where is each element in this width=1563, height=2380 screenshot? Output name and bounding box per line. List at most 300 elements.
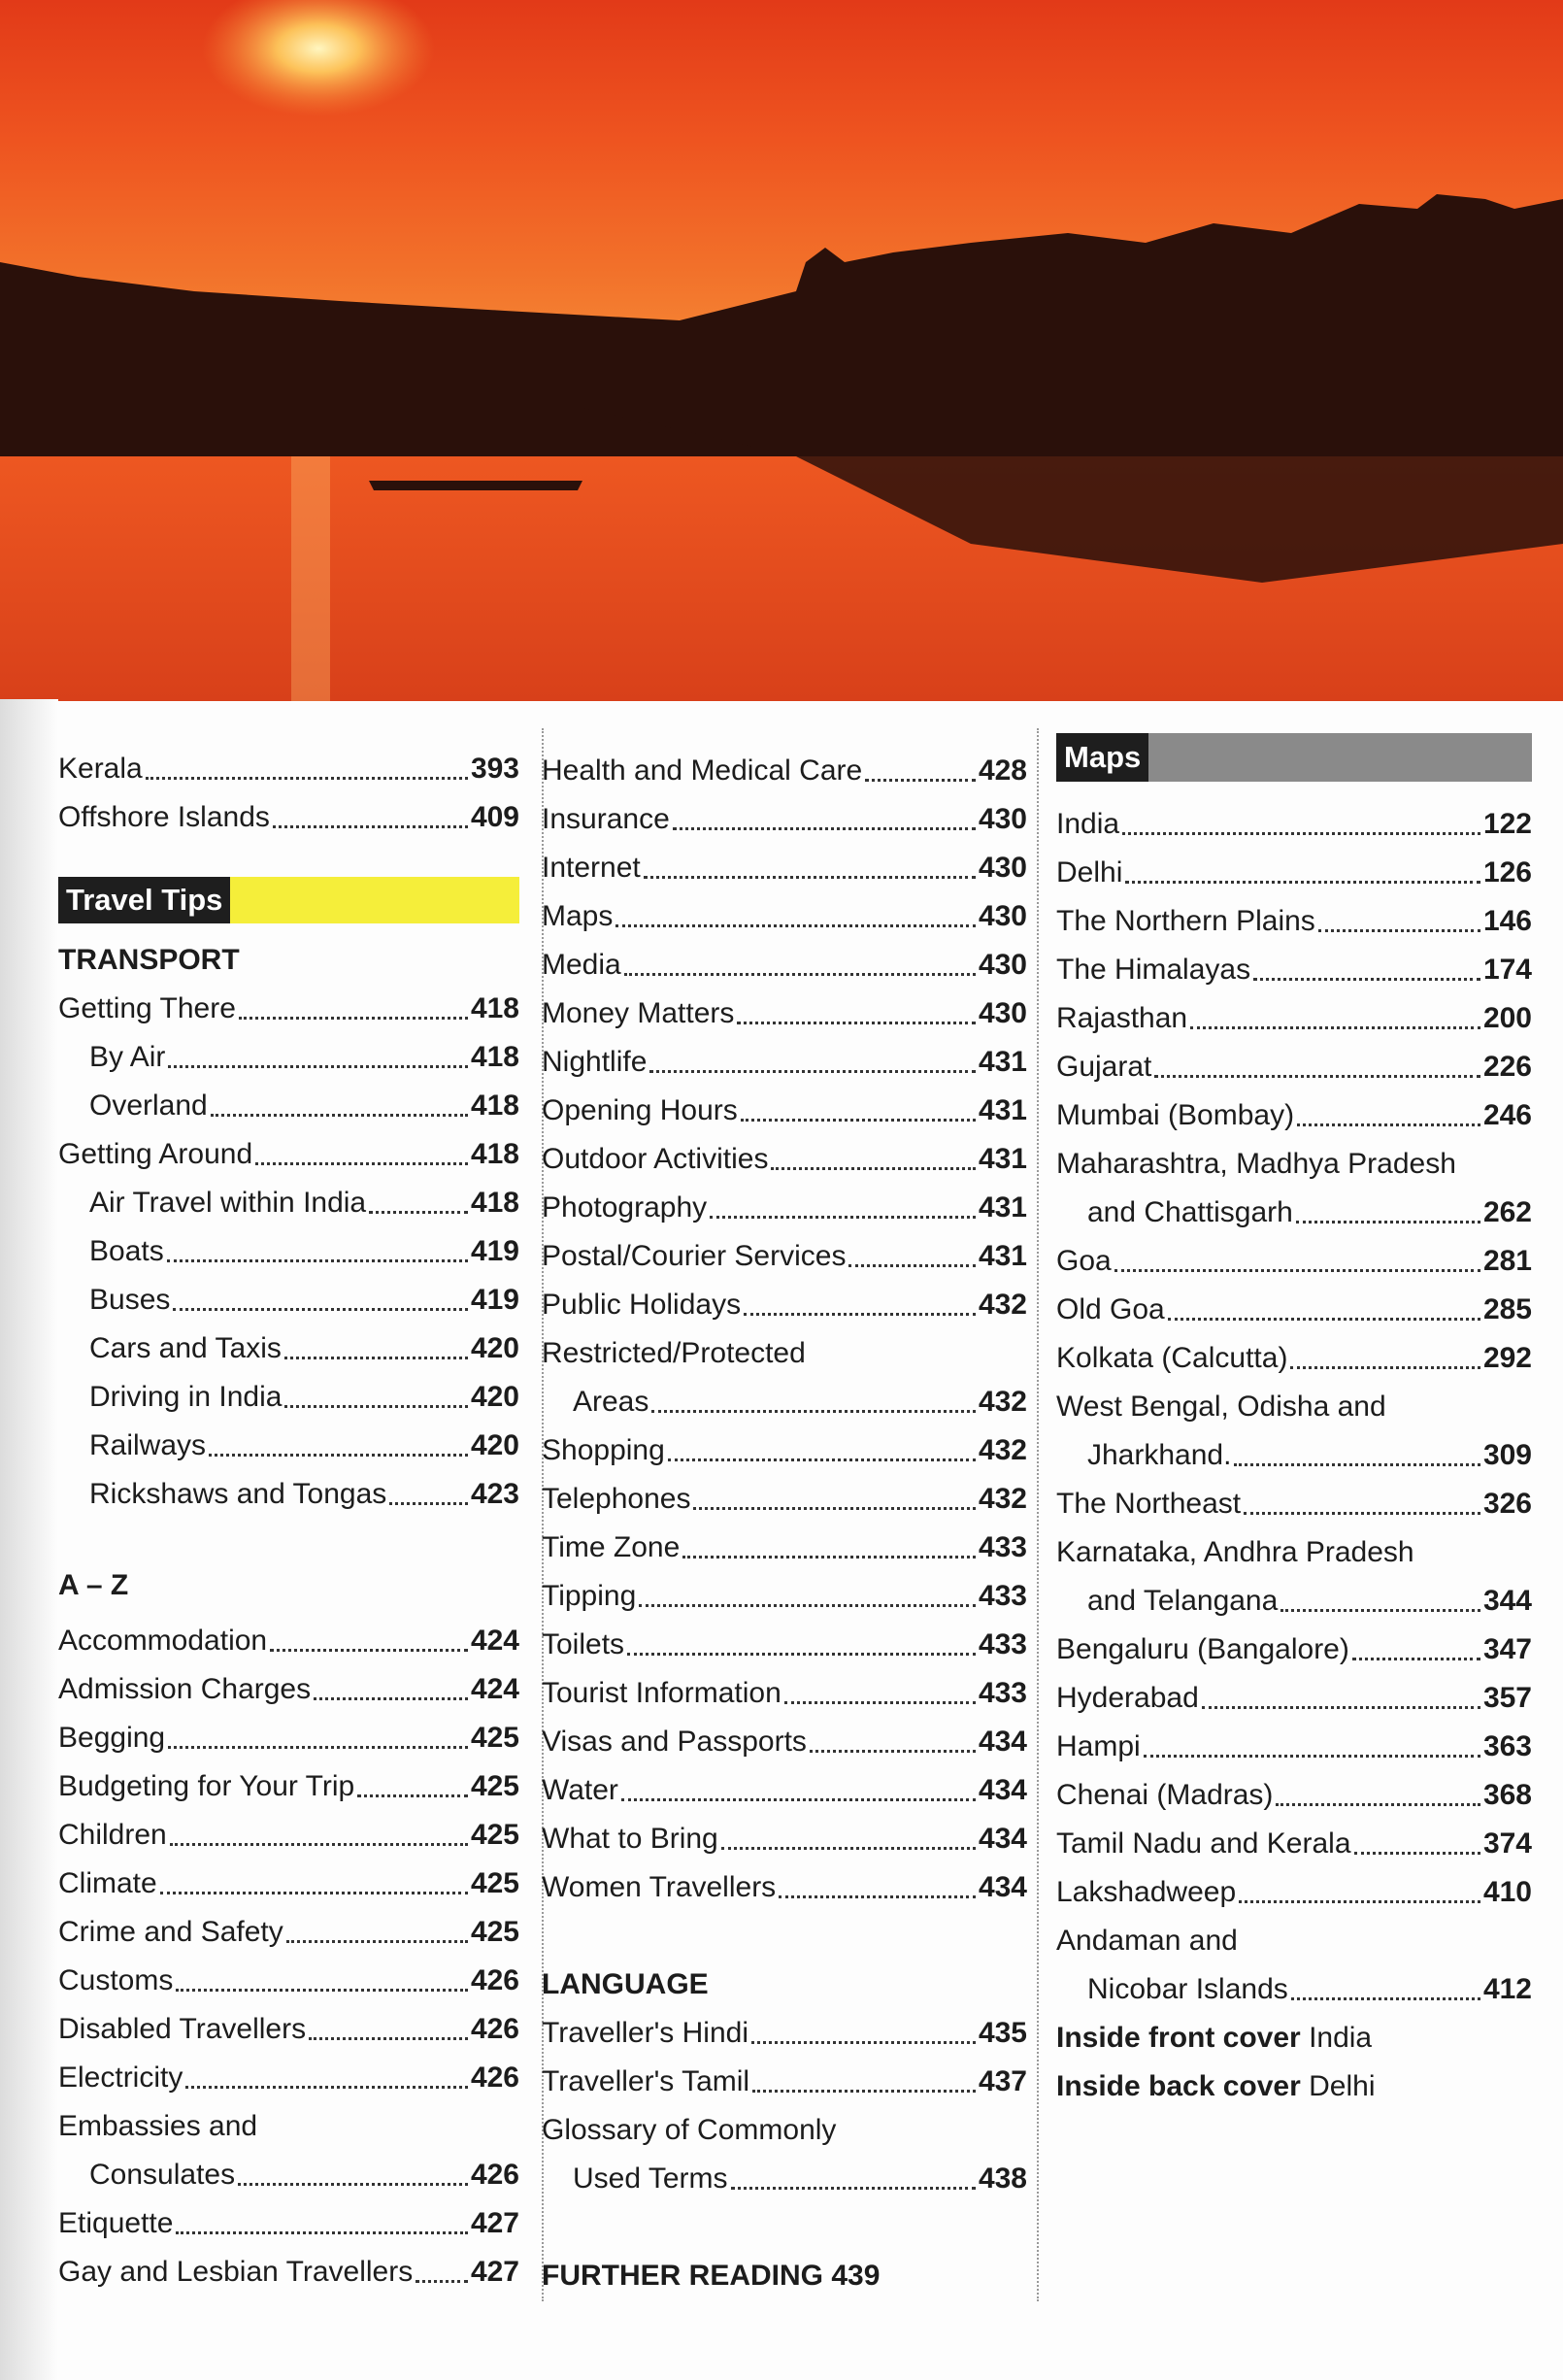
sunset-river-photo [0,0,1563,701]
dot-leader [1144,1755,1480,1758]
dot-leader [185,2086,468,2089]
toc-entry[interactable] [58,745,519,793]
dot-leader [1318,929,1480,932]
toc-entry[interactable] [58,1470,519,1519]
toc-entry[interactable] [1056,1431,1532,1480]
toc-entry-page: 434 [978,1774,1027,1806]
toc-entry[interactable] [542,747,1027,795]
toc-entry[interactable] [58,1033,519,1082]
toc-entry-page: 418 [470,1041,519,1073]
toc-entry[interactable] [1056,1043,1532,1091]
dot-leader [273,825,468,828]
section-banner [58,877,519,923]
dot-leader [1125,881,1480,884]
toc-entry[interactable] [1056,1674,1532,1723]
toc-entry-label: Internet [542,852,641,884]
toc-entry-label: Karnataka, Andhra Pradesh [1056,1536,1414,1568]
toc-entry-label: Kerala [58,753,143,785]
toc-entry[interactable] [542,1815,1027,1863]
cover-label: Inside back cover [1056,2070,1301,2102]
section-banner-bar [230,877,519,923]
toc-entry-label: Consulates [89,2159,236,2191]
toc-entry-label: What to Bring [542,1823,718,1855]
toc-entry-label: Crime and Safety [58,1916,283,1948]
toc-entry-label: Postal/Courier Services [542,1240,847,1272]
dot-leader [682,1556,976,1559]
toc-entry-label: Restricted/Protected [542,1337,806,1369]
section-banner-bar [1148,733,1532,782]
toc-entry-page: 285 [1482,1293,1532,1325]
toc-entry-page: 292 [1482,1342,1532,1374]
toc-entry[interactable] [58,1860,519,1908]
toc-entry-label: Boats [89,1235,164,1267]
toc-column-left [58,745,519,2296]
toc-entry-page: 393 [470,753,519,785]
dot-leader [168,1746,468,1749]
toc-entry-label: Delhi [1056,856,1123,888]
toc-entry-label: Hampi [1056,1730,1141,1762]
dot-leader [284,1357,468,1359]
toc-entry-page: 363 [1482,1730,1532,1762]
toc-entry-page: 430 [978,803,1027,835]
toc-entry[interactable] [1056,1626,1532,1674]
toc-entry[interactable] [542,892,1027,941]
toc-entry-page: 431 [978,1094,1027,1126]
toc-entry-page: 424 [470,1673,519,1705]
toc-entry[interactable] [58,2151,519,2199]
toc-entry-label: Water [542,1774,618,1806]
toc-entry[interactable] [542,1426,1027,1475]
toc-entry-label: Jharkhand. [1087,1439,1232,1471]
dot-leader [865,779,976,782]
dot-leader [649,1070,976,1073]
toc-entry[interactable] [1056,1091,1532,1140]
toc-entry[interactable] [542,2058,1027,2106]
toc-entry-page: 430 [978,949,1027,981]
toc-entry-label: Insurance [542,803,670,835]
toc-entry[interactable] [1056,849,1532,897]
toc-entry-label: Shopping [542,1434,665,1466]
toc-entry-page: 434 [978,1871,1027,1903]
dot-leader [737,1022,976,1024]
dot-leader [238,2183,468,2186]
column-divider [1037,728,1039,2301]
dot-leader [1114,1269,1480,1272]
dot-leader [731,2187,976,2190]
dot-leader [1168,1318,1480,1321]
toc-entry-label: Getting Around [58,1138,253,1170]
toc-entry-label: Begging [58,1722,166,1754]
toc-entry-label: Public Holidays [542,1289,742,1321]
toc-entry-page: 433 [978,1628,1027,1660]
toc-entry-label: and Chattisgarh [1087,1196,1293,1228]
toc-entry-page: 426 [470,2159,519,2191]
toc-entry[interactable] [1056,1771,1532,1820]
toc-entry-page: 426 [470,1964,519,1996]
dot-leader [1190,1026,1480,1029]
toc-entry[interactable] [1056,946,1532,994]
toc-entry-page: 347 [1482,1633,1532,1665]
toc-entry[interactable] [58,2248,519,2296]
toc-entry-label: Children [58,1819,167,1851]
toc-entry[interactable] [58,793,519,842]
toc-entry-page: 426 [470,2062,519,2094]
dot-leader [1297,1123,1480,1126]
toc-entry[interactable] [1056,1723,1532,1771]
toc-entry-page: 357 [1482,1682,1532,1714]
toc-entry[interactable] [542,1863,1027,1912]
toc-entry-label: Tourist Information [542,1677,782,1709]
toc-entry[interactable] [542,941,1027,989]
toc-entry-page: 433 [978,1580,1027,1612]
dot-leader [209,1454,468,1457]
toc-entry-page: 226 [1482,1051,1532,1083]
toc-entry-label: Time Zone [542,1531,681,1563]
toc-entry[interactable] [1056,1528,1532,1577]
toc-entry-label: India [1056,808,1120,840]
toc-entry[interactable] [542,1718,1027,1766]
dot-leader [389,1502,468,1505]
toc-entry[interactable] [542,1329,1027,1378]
toc-entry-label: Nightlife [542,1046,648,1078]
toc-entry-label: Money Matters [542,997,735,1029]
toc-entry-label: Chenai (Madras) [1056,1779,1274,1811]
toc-entry[interactable] [1056,1480,1532,1528]
toc-entry[interactable] [1056,1237,1532,1286]
toc-entry-page: 435 [978,2017,1027,2049]
toc-entry[interactable] [1056,800,1532,849]
toc-entry[interactable] [1056,994,1532,1043]
toc-entry-label: Toilets [542,1628,625,1660]
dot-leader [211,1114,468,1117]
section-heading: LANGUAGE [542,1968,709,2000]
dot-leader [1296,1221,1480,1224]
dot-leader [627,1653,976,1656]
toc-entry[interactable] [542,1766,1027,1815]
toc-entry-page: 425 [470,1916,519,1948]
toc-entry-label: Railways [89,1429,207,1461]
dot-leader [270,1649,468,1652]
toc-entry-page: 437 [978,2065,1027,2097]
toc-entry[interactable] [58,2199,519,2248]
toc-entry[interactable] [1056,1286,1532,1334]
toc-entry-label: Media [542,949,621,981]
toc-entry[interactable] [58,1908,519,1957]
dot-leader [693,1507,975,1510]
toc-entry[interactable] [58,1422,519,1470]
toc-entry[interactable] [542,989,1027,1038]
dot-leader [176,2231,468,2234]
dot-leader [167,1259,468,1262]
section-banner [1056,733,1532,782]
dot-leader [771,1167,976,1170]
dot-leader [239,1017,468,1020]
toc-entry[interactable] [58,2005,519,2054]
dot-leader [1154,1075,1480,1078]
toc-entry-label: Climate [58,1867,157,1899]
spacer [58,1519,519,1561]
toc-entry-page: 431 [978,1143,1027,1175]
dot-leader [848,1264,975,1267]
dot-leader [255,1162,468,1165]
toc-entry-label: Rajasthan [1056,1002,1188,1034]
toc-entry-page: 420 [470,1381,519,1413]
dot-leader [1239,1900,1480,1903]
dot-leader [615,924,976,927]
toc-entry[interactable] [58,1373,519,1422]
toc-entry[interactable] [1056,1189,1532,1237]
spacer [542,1912,1027,1961]
dot-leader [176,1989,468,1992]
dot-leader [752,2090,976,2093]
toc-entry-label: Kolkata (Calcutta) [1056,1342,1288,1374]
toc-entry[interactable] [542,1184,1027,1232]
toc-entry[interactable] [58,1082,519,1130]
toc-entry-label: Visas and Passports [542,1726,807,1758]
toc-entry[interactable] [542,1572,1027,1621]
toc-entry-label: Lakshadweep [1056,1876,1237,1908]
dot-leader [1244,1512,1480,1515]
toc-entry-label: Outdoor Activities [542,1143,769,1175]
toc-entry-label: Traveller's Tamil [542,2065,750,2097]
toc-entry-label: Areas [573,1386,649,1418]
toc-entry[interactable] [1056,1820,1532,1868]
page-gutter-shadow [0,699,58,2380]
toc-entry[interactable] [58,2102,519,2151]
dot-leader [168,1065,468,1068]
dot-leader [1202,1706,1480,1709]
toc-entry-page: 432 [978,1483,1027,1515]
dot-leader [1352,1658,1480,1660]
toc-entry-page: 412 [1482,1973,1532,2005]
toc-entry-label: Air Travel within India [89,1187,367,1219]
toc-entry[interactable] [1056,1917,1532,1965]
dot-leader [710,1216,976,1219]
toc-entry-label: Tamil Nadu and Kerala [1056,1827,1351,1860]
toc-entry-label: Offshore Islands [58,801,270,833]
toc-entry[interactable] [58,1227,519,1276]
toc-entry-page: 418 [470,1089,519,1122]
toc-entry-label: Customs [58,1964,174,1996]
dot-leader [286,1940,468,1943]
toc-entry[interactable] [58,985,519,1033]
dot-leader [721,1847,976,1850]
toc-entry[interactable] [58,1179,519,1227]
toc-entry[interactable] [542,1524,1027,1572]
toc-entry-label: Opening Hours [542,1094,738,1126]
toc-entry-page: 430 [978,900,1027,932]
toc-entry[interactable] [542,2155,1027,2203]
toc-entry[interactable] [1056,897,1532,946]
toc-entry[interactable] [542,1475,1027,1524]
dot-leader [810,1750,976,1753]
toc-entry-label: Embassies and [58,2110,258,2142]
dot-leader [624,973,976,976]
toc-entry-page: 200 [1482,1002,1532,1034]
toc-entry[interactable] [58,1665,519,1714]
toc-entry[interactable] [542,795,1027,844]
toc-entry[interactable] [58,1957,519,2005]
toc-entry-label: Getting There [58,992,236,1024]
toc-entry[interactable] [58,2054,519,2102]
spacer [58,842,519,877]
toc-entry-label: Cars and Taxis [89,1332,282,1364]
toc-entry-label: Glossary of Commonly [542,2114,837,2146]
toc-entry[interactable] [542,1621,1027,1669]
toc-entry-label: Accommodation [58,1625,268,1657]
toc-entry-page: 246 [1482,1099,1532,1131]
toc-entry-label: Driving in India [89,1381,283,1413]
toc-entry-label: Maharashtra, Madhya Pradesh [1056,1148,1456,1180]
toc-entry-page: 281 [1482,1245,1532,1277]
dot-leader [416,2280,468,2283]
toc-entry[interactable] [58,1762,519,1811]
toc-entry[interactable] [58,1617,519,1665]
toc-entry-page: 428 [978,754,1027,787]
toc-entry-label: Telephones [542,1483,691,1515]
toc-entry-label: Bengaluru (Bangalore) [1056,1633,1349,1665]
toc-entry-label: The Northeast [1056,1488,1242,1520]
toc-entry[interactable] [1056,1140,1532,1189]
toc-column-right [1056,733,1532,2111]
toc-entry-page: 420 [470,1332,519,1364]
dot-leader [1253,978,1480,981]
toc-entry-page: 126 [1482,856,1532,888]
toc-entry[interactable] [58,1276,519,1324]
cover-label: Inside front cover [1056,2022,1301,2054]
toc-entry-label: Hyderabad [1056,1682,1199,1714]
toc-entry-page: 427 [470,2256,519,2288]
toc-entry-page: 423 [470,1478,519,1510]
cover-map-entry[interactable] [1056,2014,1532,2062]
toc-entry-page: 419 [470,1284,519,1316]
dot-leader [1280,1609,1480,1612]
toc-entry-page: 425 [470,1867,519,1899]
section-heading: TRANSPORT [58,944,240,976]
toc-entry-page: 431 [978,1191,1027,1224]
dot-leader [1291,1997,1480,2000]
section-heading: FURTHER READING 439 [542,2260,881,2292]
dot-leader [369,1211,468,1214]
dot-leader [651,1410,976,1413]
toc-entry[interactable] [58,1811,519,1860]
spacer [542,2203,1027,2252]
dot-leader [784,1701,976,1704]
toc-entry-page: 418 [470,1138,519,1170]
dot-leader [1276,1803,1480,1806]
toc-entry-page: 420 [470,1429,519,1461]
toc-entry-label: Maps [542,900,614,932]
dot-leader [744,1313,976,1316]
toc-entry-label: Overland [89,1089,208,1122]
dot-leader [1354,1852,1480,1855]
toc-entry[interactable] [1056,1868,1532,1917]
dot-leader [309,2037,468,2040]
toc-entry[interactable] [1056,1577,1532,1626]
toc-entry-label: Gay and Lesbian Travellers [58,2256,414,2288]
section-banner-label: Maps [1056,733,1148,782]
toc-entry-label: The Northern Plains [1056,905,1315,937]
dot-leader [284,1405,468,1408]
toc-entry-label: Goa [1056,1245,1112,1277]
toc-entry[interactable] [542,1669,1027,1718]
toc-entry[interactable] [542,844,1027,892]
dot-leader [1234,1463,1480,1466]
cover-map-name: India [1309,2022,1373,2054]
toc-entry[interactable] [542,1038,1027,1087]
toc-entry[interactable] [542,1135,1027,1184]
dot-leader [779,1895,976,1898]
toc-entry-page: 424 [470,1625,519,1657]
toc-entry-page: 425 [470,1770,519,1802]
toc-entry[interactable] [542,1281,1027,1329]
toc-entry-label: Rickshaws and Tongas [89,1478,387,1510]
toc-entry-label: Traveller's Hindi [542,2017,749,2049]
toc-entry-label: Electricity [58,2062,183,2094]
toc-entry[interactable] [58,1714,519,1762]
toc-entry[interactable] [542,1378,1027,1426]
toc-entry[interactable] [58,1130,519,1179]
toc-entry-label: Budgeting for Your Trip [58,1770,355,1802]
toc-entry-page: 438 [978,2162,1027,2195]
toc-entry[interactable] [58,1324,519,1373]
toc-entry-label: Women Travellers [542,1871,777,1903]
toc-entry-page: 426 [470,2013,519,2045]
dot-leader [741,1119,976,1122]
dot-leader [170,1843,468,1846]
toc-entry-page: 430 [978,997,1027,1029]
section-heading: A – Z [58,1569,129,1601]
toc-entry-page: 432 [978,1434,1027,1466]
toc-entry[interactable] [1056,1965,1532,2014]
toc-entry-label: The Himalayas [1056,954,1251,986]
toc-entry-page: 434 [978,1823,1027,1855]
toc-entry-label: By Air [89,1041,166,1073]
toc-entry-page: 425 [470,1722,519,1754]
toc-entry-page: 410 [1482,1876,1532,1908]
toc-entry[interactable] [542,1232,1027,1281]
toc-entry-page: 368 [1482,1779,1532,1811]
toc-entry-page: 432 [978,1386,1027,1418]
toc-entry[interactable] [1056,1334,1532,1383]
toc-entry-page: 262 [1482,1196,1532,1228]
toc-entry-label: Buses [89,1284,171,1316]
toc-entry-page: 309 [1482,1439,1532,1471]
toc-entry-page: 433 [978,1677,1027,1709]
toc-entry-label: and Telangana [1087,1585,1279,1617]
dot-leader [644,876,976,879]
toc-entry[interactable] [542,2106,1027,2155]
toc-entry-label: Gujarat [1056,1051,1152,1083]
toc-entry[interactable] [542,2009,1027,2058]
toc-column-middle [542,747,1027,2300]
toc-entry-page: 425 [470,1819,519,1851]
toc-entry[interactable] [542,1087,1027,1135]
toc-entry-page: 432 [978,1289,1027,1321]
cover-map-entry[interactable] [1056,2062,1532,2111]
section-banner-label: Travel Tips [58,877,230,923]
toc-entry-page: 409 [470,801,519,833]
toc-entry-page: 431 [978,1046,1027,1078]
dot-leader [751,2041,976,2044]
dot-leader [673,827,976,830]
toc-entry-label: Old Goa [1056,1293,1165,1325]
dot-leader [146,777,468,780]
dot-leader [160,1892,468,1894]
toc-entry-label: Health and Medical Care [542,754,863,787]
toc-entry-label: Disabled Travellers [58,2013,307,2045]
toc-entry[interactable] [1056,1383,1532,1431]
